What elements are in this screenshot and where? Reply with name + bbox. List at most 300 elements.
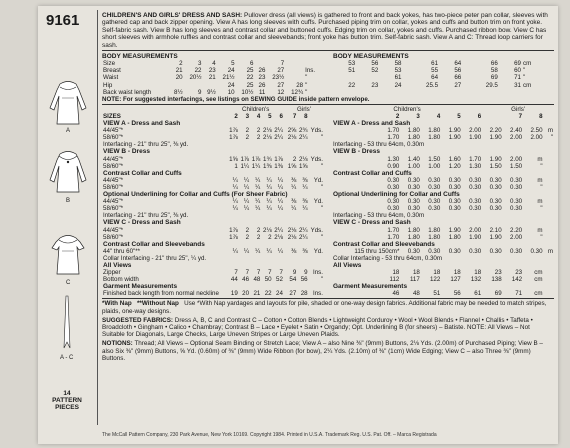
yardage-value: Yds.	[310, 127, 323, 135]
yardage-value: 2¾	[298, 127, 308, 135]
yardage-value: 1.90	[448, 226, 461, 234]
yardage-row	[332, 141, 554, 148]
yardage-value: 0.30	[407, 205, 420, 213]
yardage-group-title-text: VIEW C - Dress and Sash	[103, 219, 181, 227]
size-value	[482, 113, 502, 120]
yardage-value: "	[320, 205, 323, 213]
measurement-value: 66	[490, 60, 498, 68]
yardage-value: "	[320, 162, 323, 170]
yardage-row	[332, 205, 554, 212]
yardage-value: 1.00	[428, 162, 441, 170]
measurement-row	[333, 82, 554, 89]
yardage-row-label: 58/60"*	[103, 205, 124, 213]
measurement-value: 9½	[207, 88, 216, 96]
measurement-unit: "	[305, 74, 308, 82]
measurement-row	[333, 74, 554, 81]
measurement-value: 56	[371, 60, 379, 68]
measurement-value: 10½	[241, 88, 254, 96]
yardage-row	[102, 212, 324, 219]
yardage-group-title-text: VIEW B - Dress	[333, 148, 380, 156]
yardage-group-title-text: VIEW B - Dress	[103, 148, 150, 156]
size-group-header	[332, 106, 554, 113]
yardage-value: 0.30	[489, 183, 502, 191]
measurement-value: 23½	[272, 74, 285, 82]
yardage-value: 1.70	[469, 155, 482, 163]
yardage-value: ⅜	[291, 176, 297, 184]
yardage-value: 0.30	[469, 183, 482, 191]
yardage-value: 24	[276, 290, 283, 298]
yardage-value: 2¼	[274, 134, 283, 142]
yardage-row	[332, 156, 554, 163]
measurement-value	[184, 82, 203, 89]
measurement-value: 60	[514, 67, 521, 75]
yardage-row	[332, 163, 554, 170]
yardage-value: ¼	[232, 176, 238, 184]
yardage-value: 7	[245, 269, 250, 277]
yardage-value: ¼	[266, 205, 272, 213]
measurement-unit: "	[522, 74, 526, 82]
yardage-value: ¼	[243, 247, 250, 255]
size-value	[309, 113, 324, 120]
yardage-group-title-text: Optional Underlining for Collar and Cuffs	[333, 191, 460, 199]
yardage-value: 1.80	[428, 233, 441, 241]
yardage-value: 2.00	[510, 134, 523, 142]
figure-label-a: A	[66, 128, 71, 134]
size-value: 5	[457, 113, 461, 120]
yardage-value: 0.30	[469, 247, 482, 255]
yardage-value: 117	[409, 276, 420, 284]
yardage-value: 2	[245, 233, 250, 241]
measurement-value: 31	[514, 81, 521, 89]
measurement-value: 51	[348, 67, 356, 75]
measurement-value: 10	[227, 88, 235, 96]
yardage-value: 2¼	[274, 127, 283, 135]
yardage-value: 2⅛	[287, 233, 297, 241]
yardage-value: 9	[304, 269, 308, 277]
yardage-value: 0.30	[387, 176, 400, 184]
yardage-value: "	[550, 134, 553, 142]
measurement-value: 52	[371, 67, 379, 75]
measurement-value	[356, 74, 379, 81]
pattern-pieces-count	[44, 390, 90, 411]
yardage-group-title-text: VIEW A - Dress and Sash	[333, 120, 411, 128]
measurement-value: 26	[258, 81, 266, 89]
yardage-value: 54	[289, 276, 297, 284]
yardage-row-label: Interfacing - 21" thru 25", ⅜ yd.	[103, 141, 189, 149]
yardage-row	[332, 184, 554, 191]
yardage-value: 1⅝	[287, 162, 297, 170]
yardage-value: ¼	[232, 205, 238, 213]
size-value: 2	[395, 113, 400, 120]
yardage-value: 23	[515, 269, 523, 277]
yardage-value: Ins.	[313, 269, 323, 277]
yardage-value: cm	[534, 269, 543, 277]
size-value	[544, 113, 554, 120]
yardage-value: "	[320, 233, 323, 241]
yardage-value: 0.30	[489, 176, 502, 184]
measurement-value: 4	[212, 60, 216, 68]
yardage-value: 1.90	[489, 155, 502, 163]
yardage-value: 0.30	[387, 198, 400, 206]
yardage-group-title-text: Contrast Collar and Sleevebands	[333, 240, 435, 248]
dress-sketch-view-b	[46, 148, 90, 198]
yardage-value: 1.90	[469, 233, 482, 241]
measurement-value: 25	[246, 67, 254, 75]
size-value: 6	[477, 113, 482, 120]
yardage-value: 2.00	[469, 226, 482, 234]
yardage-value: 0.30	[448, 205, 461, 213]
yardage-row-label: Interfacing - 53 thru 64cm, 0.30m	[333, 212, 425, 220]
suggested-fabrics-text: Dress A, B, C and Contrast C – Cotton • Cotton Blends • Lightweight Corduroy • Wool • Wool Blends • Flannel • Challis • Taffeta • Broadcloth • Gingham • Calico • Chambray; Contrast B – Lace • Eyelet • Satin • Organdy; Opt. Underlining B (for sheers) – Batiste. NOTE: All Views – Not Suitable for Diagonals, Large Checks, Large Uneven Stripes or Large Uneven Plaids.	[102, 316, 533, 339]
yardage-row-label: Zipper	[103, 269, 121, 277]
yardage-value: 7	[256, 269, 261, 277]
yardage-value: 0.90	[387, 162, 400, 170]
yardage-row	[102, 134, 324, 141]
measurement-unit: "	[522, 67, 526, 75]
yardage-value: 1.90	[448, 127, 461, 135]
measurement-value: 58	[490, 67, 498, 75]
yardage-row	[332, 127, 554, 134]
yardage-value: ¼	[302, 183, 308, 191]
divider-line	[97, 10, 98, 425]
yardage-value: ¼	[266, 198, 272, 206]
yardage-value: 0.30	[510, 183, 523, 191]
size-value: 7	[292, 113, 297, 120]
yardage-value: 2¼	[298, 233, 308, 241]
measurement-value: 8½	[174, 88, 183, 96]
girls-sizes-header: Girls'	[297, 105, 311, 113]
yardage-value: 0.30	[428, 176, 441, 184]
measurement-value: 20	[175, 74, 183, 82]
yardage-value: 2¼	[298, 226, 308, 234]
measurement-unit: Ins.	[305, 67, 316, 75]
measurement-value: 58	[394, 60, 402, 68]
measurement-unit: cm	[522, 81, 532, 89]
yardage-value: 1⅞	[274, 155, 283, 163]
measurement-unit	[320, 60, 323, 67]
yardage-group-title-text: Garment Measurements	[103, 283, 178, 291]
measurement-row	[102, 60, 323, 67]
yardage-value: "	[320, 276, 323, 284]
yardage-value: 0.30	[510, 205, 523, 213]
yardage-value: 2	[245, 134, 250, 142]
yardage-value: 50	[264, 276, 272, 284]
yardage-row	[102, 184, 324, 191]
yardage-value: 2	[256, 226, 261, 234]
measurement-value	[304, 60, 320, 67]
yardage-value: 28	[300, 290, 308, 298]
size-value: 3	[245, 113, 250, 120]
without-nap-label: **Without Nap	[136, 300, 179, 308]
yardage-group-title	[102, 191, 324, 198]
yardage-value: 2¼	[298, 134, 308, 142]
yardage-row	[332, 276, 554, 283]
yardage-group-title	[332, 120, 554, 127]
yardage-value: ¼	[277, 205, 283, 213]
yardage-row-label: Interfacing - 53 thru 64cm, 0.30m	[333, 141, 425, 149]
yardage-value: 0.30	[469, 205, 482, 213]
sizes-label: SIZES	[103, 113, 121, 120]
yardage-value: 2⅛	[298, 155, 308, 163]
body-measurements-title: BODY MEASUREMENTS	[102, 53, 178, 61]
yardage-value: 2¼	[274, 226, 283, 234]
size-value: 8	[539, 113, 543, 120]
yardage-value: "	[540, 233, 543, 241]
yardage-value: ⅜	[302, 247, 308, 255]
measurement-row	[102, 89, 323, 96]
measurement-value: 25.5	[426, 81, 439, 89]
yardage-value: 1⅜	[263, 162, 272, 170]
yardage-row	[332, 198, 554, 205]
yardage-value: ¼	[302, 205, 308, 213]
yardage-value: cm	[534, 290, 543, 298]
yardage-value: 7	[234, 269, 238, 277]
measurement-value: 69	[514, 60, 521, 68]
measurement-value: 66	[454, 74, 462, 82]
yardage-value: Yd.	[313, 176, 323, 184]
yardage-value: "	[540, 205, 543, 213]
measurement-value	[285, 74, 304, 81]
yardage-value: 2.20	[489, 127, 502, 135]
yardage-value: 2⅛	[274, 233, 283, 241]
measurement-value: 27	[454, 81, 462, 89]
yardage-value: 0.30	[407, 247, 420, 255]
measurement-value: 27	[277, 67, 285, 75]
yardage-value: "	[540, 162, 543, 170]
yardage-value: 1¼	[251, 162, 261, 170]
yardage-value: 1.70	[387, 127, 400, 135]
yardage-value: 1⅞	[229, 134, 238, 142]
publisher-footer: The McCall Pattern Company, 230 Park Avenue, New York 10169. Copyright 1984. Printed in U.S.A. Trademark Reg. U.S. Pat. Off. – Marca Registrada	[102, 432, 437, 438]
sash-sketch	[58, 294, 76, 352]
yardage-value: ¼	[277, 247, 283, 255]
yardage-value: 0.30	[428, 205, 441, 213]
measurement-row	[333, 67, 554, 74]
yardage-value: 2⅝	[287, 127, 297, 135]
yardage-group-title-text: Contrast Collar and Cuffs	[103, 169, 182, 177]
measurement-value: 53	[348, 60, 356, 68]
yardage-value: 1.80	[448, 233, 461, 241]
yardage-value: 48	[253, 276, 261, 284]
yardage-group-title	[332, 241, 554, 248]
yardage-value: 0.30	[448, 198, 461, 206]
yardage-row-label: 58/60"*	[103, 134, 124, 142]
measurement-value: 28	[296, 81, 304, 89]
yardage-group-title-text: All Views	[103, 261, 132, 269]
yardage-row-label: 44" thru 60"**	[103, 247, 141, 255]
yardage-value: 142	[511, 276, 523, 284]
yardage-value: 7	[268, 269, 272, 277]
measurement-value: 69	[490, 74, 498, 82]
yardage-value: ¼	[266, 247, 272, 255]
measurement-value: 12	[277, 88, 285, 96]
yardage-value: ¼	[291, 205, 297, 213]
yardage-value: ¼	[277, 176, 283, 184]
yardage-row	[332, 248, 554, 255]
rule	[102, 104, 554, 105]
yardage-row	[102, 227, 324, 234]
yardage-row	[102, 163, 324, 170]
yardage-value: 1	[234, 162, 238, 170]
yardage-row-label: Finished back length from normal neckline	[103, 290, 219, 298]
yardage-value: ⅜	[302, 198, 308, 206]
measurement-value: 61	[431, 60, 439, 68]
figure-label-a-c: A - C	[60, 355, 74, 361]
measurement-value: 20½	[189, 74, 202, 82]
yardage-value: 1.20	[448, 162, 461, 170]
yardage-row	[102, 234, 324, 241]
yardage-value: 1⅞	[240, 155, 250, 163]
pieces-label: PATTERN PIECES	[52, 397, 82, 411]
measurement-row	[102, 82, 323, 89]
yardage-row	[102, 248, 324, 255]
measurement-value: 2	[179, 60, 183, 68]
yardage-value: m	[537, 176, 543, 184]
yardage-value: 71	[515, 290, 523, 298]
childrens-sizes-header: Children's	[242, 105, 270, 113]
yardage-value: ¼	[255, 205, 261, 213]
yardage-value: 0.30	[530, 247, 543, 255]
yardage-row-label: 44/45"*	[103, 198, 124, 206]
yardage-row	[332, 269, 554, 276]
rule	[102, 50, 554, 51]
measurement-value: 22	[246, 74, 254, 82]
yardage-value: 132	[470, 276, 482, 284]
yardage-value: 46	[242, 276, 250, 284]
with-nap-label: *With Nap	[102, 300, 132, 308]
yardage-imperial-table	[102, 106, 324, 298]
yardage-value: ¼	[266, 176, 272, 184]
yardage-row	[332, 227, 554, 234]
yardage-value: 0.30	[510, 247, 523, 255]
measurement-value	[285, 60, 304, 67]
yardage-value: 0.30	[407, 176, 420, 184]
yardage-value: 0.30	[510, 198, 523, 206]
size-value: 2	[234, 113, 238, 120]
yardage-value: ¼	[255, 247, 261, 255]
yardage-value: ¼	[243, 183, 250, 191]
yardage-value: "	[320, 134, 323, 142]
yardage-group-title	[102, 120, 324, 127]
yardage-row	[102, 156, 324, 163]
yardage-value: 138	[491, 276, 502, 284]
measurement-label: Breast	[103, 67, 121, 75]
measurement-value: 7	[280, 60, 285, 68]
yardage-value: 2	[256, 127, 261, 135]
nap-note	[102, 300, 554, 314]
body-measurements-metric-table	[333, 60, 554, 88]
yardage-group-title-text: Optional Underlining for Collar and Cuffs (For Sheer Fabric)	[103, 191, 288, 199]
measurement-value: 12¾	[291, 88, 304, 96]
measurement-value: 27	[277, 81, 285, 89]
yardage-value: m	[537, 155, 543, 163]
yardage-group-title	[332, 191, 554, 198]
yardage-value: 1.30	[469, 162, 482, 170]
rule	[102, 298, 554, 299]
measurement-label: Size	[103, 60, 116, 68]
yardage-value: 1.00	[407, 162, 420, 170]
body-measurements	[102, 53, 554, 96]
yardage-value: 2⅛	[263, 127, 272, 135]
measurement-value	[333, 74, 356, 81]
yardage-value: m	[537, 226, 543, 234]
yardage-value: 127	[450, 276, 461, 284]
measurement-label: Waist	[103, 74, 119, 82]
yardage-value: 2⅛	[287, 226, 297, 234]
yardage-value: 61	[474, 290, 482, 298]
notions-title: NOTIONS:	[102, 340, 133, 348]
yardage-value: 18	[474, 269, 482, 277]
yardage-value: 1⅝	[229, 155, 238, 163]
yardage-row-label: 44/45"*	[103, 155, 124, 163]
size-value: 5	[268, 113, 272, 120]
yardage-value: 0.30	[469, 198, 482, 206]
yardage-value: ¼	[255, 176, 261, 184]
yardage-value: 1⅞	[229, 127, 238, 135]
yardage-value: 0.30	[510, 176, 523, 184]
yardage-value: 21	[253, 290, 261, 298]
yardage-value: 0.30	[469, 176, 482, 184]
childrens-sizes-header: Children's	[393, 105, 421, 113]
yardage-row	[102, 269, 324, 276]
yardage-value: ¼	[243, 176, 250, 184]
yardage-group-title-text: Contrast Collar and Sleevebands	[103, 240, 205, 248]
yardage-row-label: 44/45"*	[103, 176, 124, 184]
size-value: 3	[416, 113, 420, 120]
yardage-value: ¼	[266, 183, 272, 191]
body-measurements-metric	[333, 53, 554, 96]
yardage-value: 18	[392, 269, 400, 277]
yardage-value: m	[547, 247, 553, 255]
yardage-row	[102, 141, 324, 148]
yardage-value: 2⅛	[287, 134, 297, 142]
dress-sketch-view-a	[46, 78, 90, 128]
yardage-value: 0.30	[448, 183, 461, 191]
yardage-row	[102, 276, 324, 283]
figure-label-b: B	[66, 198, 71, 204]
yardage-value: 1⅞	[251, 155, 261, 163]
yardage-value: 1.80	[428, 226, 441, 234]
yardage-group-title-text: VIEW C - Dress and Sash	[333, 219, 411, 227]
yardage-value: 1.70	[387, 134, 400, 142]
yardage-value: ⅜	[291, 247, 297, 255]
measurement-value: 24	[394, 81, 402, 89]
yardage-group-title	[332, 262, 554, 269]
body-measurements-imperial	[102, 53, 323, 96]
suggested-fabrics-title: SUGGESTED FABRICS:	[102, 316, 174, 324]
measurement-value: 25	[246, 81, 254, 89]
notions	[102, 340, 554, 362]
yardage-group-title	[102, 170, 324, 177]
yardage-value: 2.00	[510, 155, 523, 163]
yardage-value: 22	[264, 290, 272, 298]
yardage-value: 2	[245, 226, 250, 234]
yardage-value: 1.60	[448, 155, 461, 163]
measurement-row	[102, 67, 323, 74]
size-value: 7	[518, 113, 523, 120]
yardage-value: 56	[453, 290, 461, 298]
measurement-value: 3	[198, 60, 202, 68]
measurement-value: 23	[258, 74, 266, 82]
interfacing-note: NOTE: For suggested interfacings, see listings on SEWING GUIDE inside pattern envelope.	[102, 95, 370, 103]
yardage-value: cm	[534, 276, 543, 284]
yardage-row	[102, 198, 324, 205]
yardage-value: "	[540, 183, 543, 191]
yardage-row-label: Interfacing - 21" thru 25", ⅜ yd.	[103, 212, 189, 220]
yardage-value: 2	[268, 233, 272, 241]
yardage-value: 1.90	[489, 233, 502, 241]
body-measurements-imperial-table	[102, 60, 323, 95]
